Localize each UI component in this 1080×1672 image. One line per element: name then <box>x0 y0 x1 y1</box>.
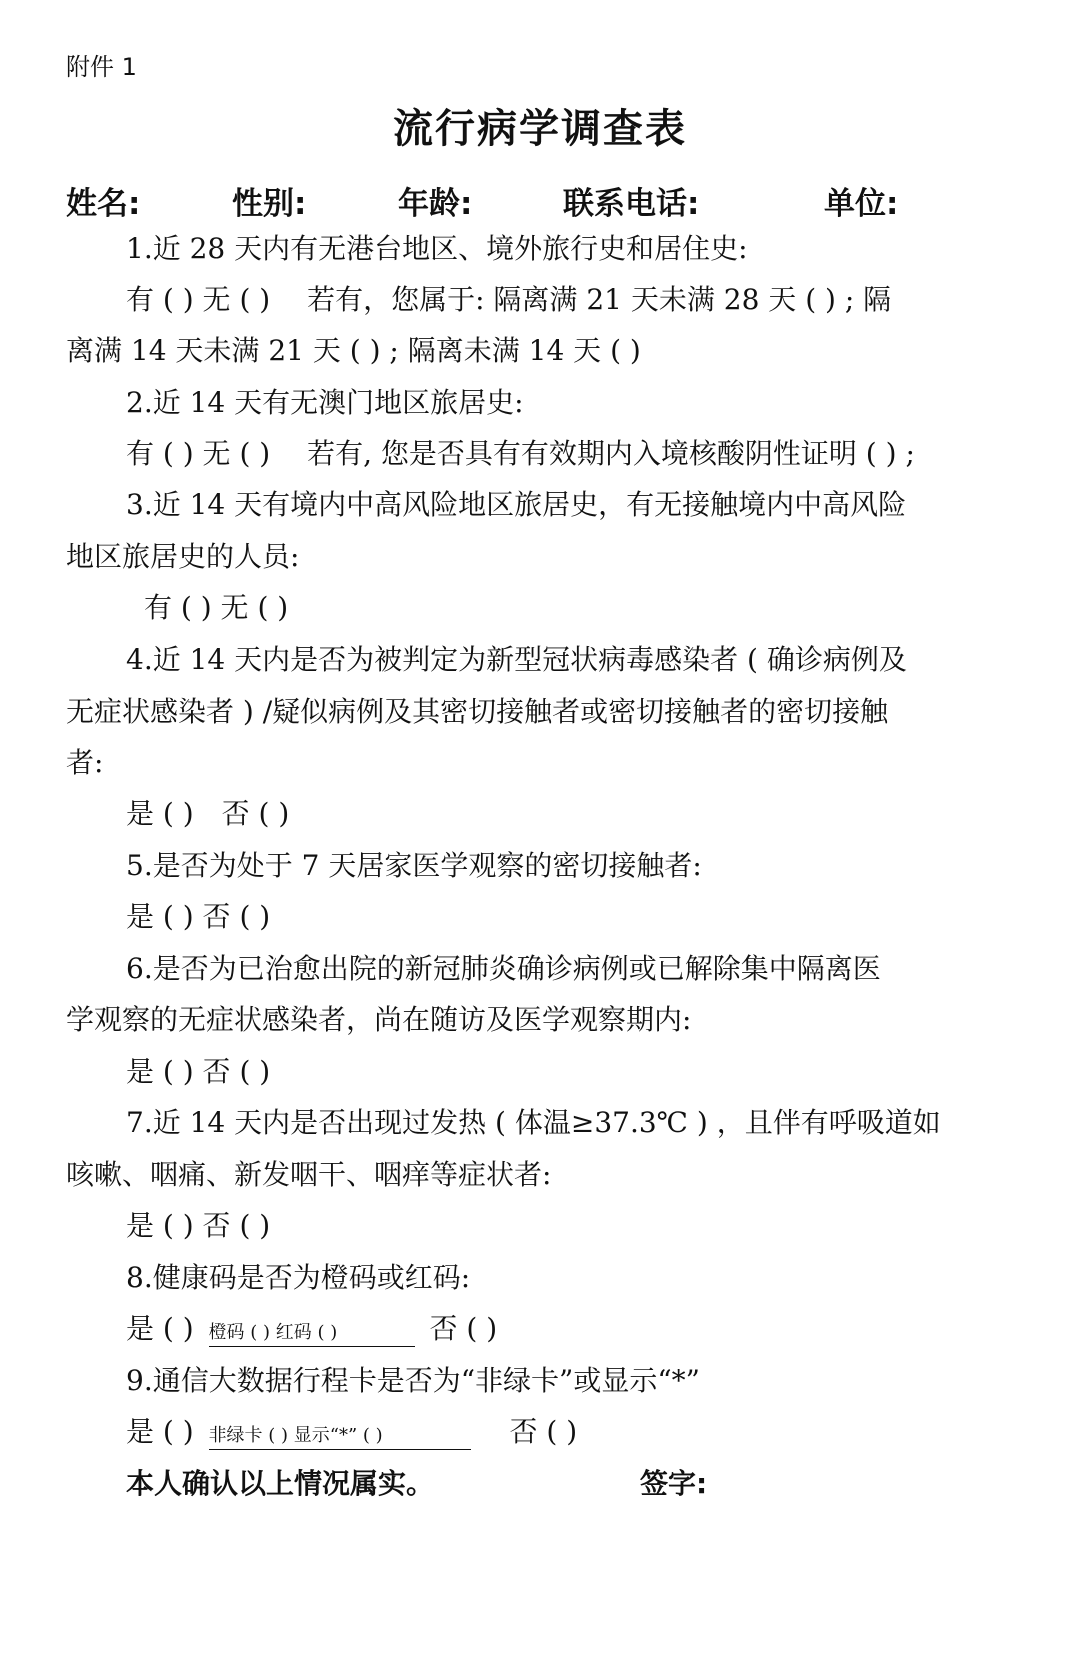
attachment-label: 附件 1 <box>66 53 137 81</box>
question-4-answer: 是 ( ) 否 ( ) <box>126 797 290 830</box>
question-8-color-options: 橙码 ( ) 红码 ( ) <box>209 1322 415 1347</box>
page-title: 流行病学调查表 <box>393 106 687 152</box>
question-7: 7.近 14 天内是否出现过发热 ( 体温≥37.3℃ ) ，且伴有呼吸道如 <box>126 1106 941 1139</box>
sex-field-label: 性别: <box>232 186 307 222</box>
name-field-label: 姓名: <box>66 186 141 222</box>
signature-label: 签字: <box>640 1467 708 1500</box>
question-4-cont: 无症状感染者 ) /疑似病例及其密切接触者或密切接触者的密切接触 <box>66 695 889 728</box>
question-1-answer-cont: 离满 14 天未满 21 天 ( ) ; 隔离未满 14 天 ( ) <box>66 334 641 367</box>
question-5-answer: 是 ( ) 否 ( ) <box>126 900 271 933</box>
question-1: 1.近 28 天内有无港台地区、境外旅行史和居住史: <box>126 232 748 265</box>
question-2: 2.近 14 天有无澳门地区旅居史: <box>126 386 524 419</box>
question-8: 8.健康码是否为橙码或红码: <box>126 1261 471 1294</box>
question-8-answer <box>126 1312 497 1347</box>
question-4: 4.近 14 天内是否为被判定为新型冠状病毒感染者 ( 确诊病例及 <box>126 643 907 676</box>
question-9: 9.通信大数据行程卡是否为“非绿卡”或显示“*” <box>126 1364 700 1397</box>
confirmation-statement: 本人确认以上情况属实。 <box>126 1467 435 1500</box>
question-7-cont: 咳嗽、咽痛、新发咽干、咽痒等症状者: <box>66 1158 552 1191</box>
question-9-no: 否 ( ) <box>509 1415 578 1448</box>
question-4-cont-2: 者: <box>66 746 104 779</box>
question-7-answer: 是 ( ) 否 ( ) <box>126 1209 271 1242</box>
question-2-answer: 有 ( ) 无 ( ) 若有, 您是否具有有效期内入境核酸阴性证明 ( ) ; <box>126 437 915 470</box>
question-3: 3.近 14 天有境内中高风险地区旅居史，有无接触境内中高风险 <box>126 488 907 521</box>
phone-field-label: 联系电话: <box>563 186 700 222</box>
question-6-answer: 是 ( ) 否 ( ) <box>126 1055 271 1088</box>
question-3-cont: 地区旅居史的人员: <box>66 540 300 573</box>
question-3-answer: 有 ( ) 无 ( ) <box>144 591 289 624</box>
personal-info-fields <box>0 174 1080 222</box>
age-field-label: 年龄: <box>398 186 473 222</box>
question-6: 6.是否为已治愈出院的新冠肺炎确诊病例或已解除集中隔离医 <box>126 952 881 985</box>
question-9-yes: 是 ( ) <box>126 1415 194 1448</box>
question-6-cont: 学观察的无症状感染者，尚在随访及医学观察期内: <box>66 1003 692 1036</box>
question-5: 5.是否为处于 7 天居家医学观察的密切接触者: <box>126 849 702 882</box>
unit-field-label: 单位: <box>824 186 899 222</box>
question-9-card-options: 非绿卡 ( ) 显示“*” ( ) <box>209 1425 471 1450</box>
question-9-answer <box>126 1415 577 1450</box>
question-8-no: 否 ( ) <box>429 1312 498 1345</box>
question-8-yes: 是 ( ) <box>126 1312 194 1345</box>
question-1-answer: 有 ( ) 无 ( ) 若有，您属于: 隔离满 21 天未满 28 天 ( ) ; 隔 <box>126 283 892 316</box>
